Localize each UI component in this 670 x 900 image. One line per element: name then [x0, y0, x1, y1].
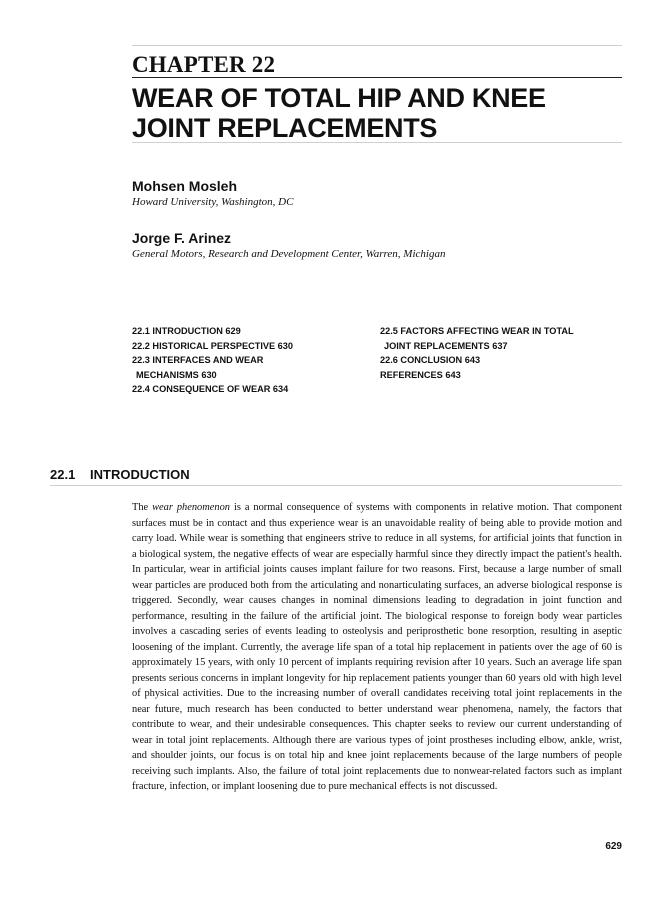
author-affiliation: General Motors, Research and Development Center, Warren, Michigan [132, 248, 446, 260]
chapter-title [132, 83, 632, 143]
toc-entry[interactable]: 22.5 FACTORS AFFECTING WEAR IN TOTAL [380, 326, 574, 336]
author-block-1 [132, 178, 293, 209]
author-affiliation: Howard University, Washington, DC [132, 196, 294, 208]
toc-entry-continuation[interactable]: JOINT REPLACEMENTS 637 [384, 340, 508, 351]
chapter-title-line-1: WEAR OF TOTAL HIP AND KNEE [132, 83, 546, 113]
body-intro-word: The [132, 502, 149, 513]
section-title: INTRODUCTION [90, 467, 190, 482]
section-rule [50, 485, 622, 486]
toc-entry[interactable]: REFERENCES 643 [380, 369, 461, 380]
section-number: 22.1 [50, 467, 76, 482]
body-paragraph [132, 500, 622, 795]
toc-right-column [380, 324, 574, 382]
page-number: 629 [605, 841, 622, 852]
toc-left-column [132, 324, 293, 397]
chapter-rule [132, 77, 622, 78]
title-rule [132, 142, 622, 143]
section-heading [50, 467, 190, 483]
toc-entry[interactable]: 22.6 CONCLUSION 643 [380, 355, 481, 365]
toc-entry-continuation[interactable]: MECHANISMS 630 [136, 369, 217, 380]
toc-entry[interactable]: 22.2 HISTORICAL PERSPECTIVE 630 [132, 340, 294, 351]
toc-entry[interactable]: 22.1 INTRODUCTION 629 [132, 326, 241, 336]
author-name: Jorge F. Arinez [132, 230, 232, 246]
author-block-2 [132, 230, 445, 261]
toc-entry[interactable]: 22.4 CONSEQUENCE OF WEAR 634 [132, 384, 289, 394]
top-rule [132, 45, 622, 46]
author-name: Mohsen Mosleh [132, 178, 238, 194]
body-text: is a normal consequence of systems with components in relative motion. That component surfaces must be in contact and thus experience wear is an unavoidable reality of being able to provide motion and carry load. While wear is something that engineers strive to reduce in all systems, for artificial joints that function in a biological system, the negative effects of wear are especially harmful since they directly impact the patient's health. In particular, wear in artificial joints causes implant failure for two reasons. First, because a large number of small wear particles are produced both from the articulating and nonarticulating surfaces, an adverse biological response is triggered. Secondly, wear causes changes in nominal dimensions leading to degradation in joint function and performance, resulting in the failure of the artificial joint. The biological response to foreign body wear particles involves a cascading series of events leading to osteolysis and periprosthetic bone resorption, resulting in aseptic loosening of the implant. Currently, the average life span of a total hip replacement in patients over the age of 60 is approximately 15 years, with only 10 percent of implants requiring revision after 10 years. Such an average life span presents serious concerns in implant longevity for hip replacement patients younger than 60 years old with high level of physical activities. Due to the increasing number of overall candidates receiving total joint replacements in the near future, much research has been conducted to better understand wear phenomena, namely, the factors that contribute to wear, and their undesirable consequences. This chapter seeks to review our current understanding of wear in total joint replacements. Although there are various types of joint prostheses including elbow, ankle, wrist, and shoulder joints, our focus is on total hip and knee joint replacements because of the large numbers of people receiving such implants. Also, the failure of total joint replacements due to nonwear-related factors such as implant fracture, infection, or implant loosening due to pure mechanical effects is not discussed. [132, 502, 622, 792]
chapter-title-line-2: JOINT REPLACEMENTS [132, 113, 438, 143]
toc-entry[interactable]: 22.3 INTERFACES AND WEAR [132, 355, 264, 365]
chapter-label: CHAPTER 22 [132, 52, 276, 77]
body-emphasis: wear phenomenon [152, 502, 230, 513]
